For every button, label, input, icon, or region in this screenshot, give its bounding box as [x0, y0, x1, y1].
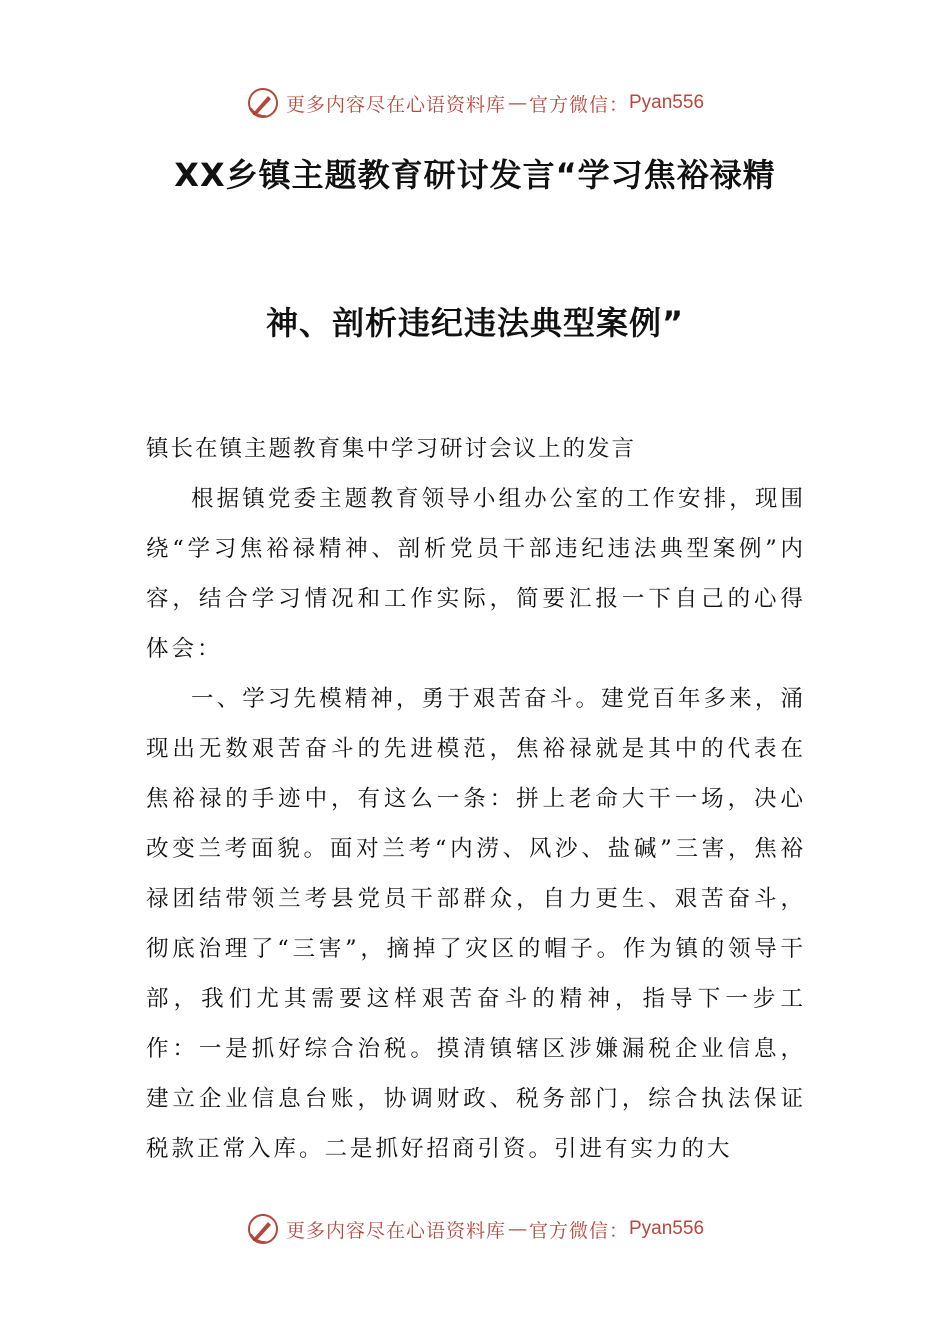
banner-contact-label: 官方微信：	[528, 93, 629, 116]
banner-wechat-id: Pyan556	[629, 92, 705, 113]
banner-text: 更多内容尽在心语资料库	[285, 1219, 506, 1242]
document-title-line-1: XX乡镇主题教育研讨发言“学习焦裕禄精	[174, 156, 776, 194]
header-watermark-banner	[0, 83, 950, 123]
pen-logo-icon	[246, 1212, 280, 1246]
banner-separator: —	[507, 1218, 527, 1240]
banner-contact-label: 官方微信：	[528, 1219, 629, 1242]
footer-watermark-banner	[0, 1209, 950, 1249]
banner-wechat-id: Pyan556	[629, 1218, 705, 1239]
banner-text: 更多内容尽在心语资料库	[285, 93, 506, 116]
paragraph-2	[146, 674, 806, 1174]
document-title-line-2: 神、剖析违纪违法典型案例”	[265, 304, 685, 342]
paragraph-2-text: 一、学习先模精神，勇于艰苦奋斗。建党百年多来，涌现出无数艰苦奋斗的先进模范，焦裕禄就是其中的代表在焦裕禄的手迹中，有这么一条：拼上老命大干一场，决心改变兰考面貌。面对兰考“内涝、风沙、盐碱”三害，焦裕禄团结带领兰考县党员干部群众，自力更生、艰苦奋斗，彻底治理了“三害”，摘掉了灾区的帽子。作为镇的领导干部，我们尤其需要这样艰苦奋斗的精神，指导下一步工作：一是抓好综合治税。摸清镇辖区涉嫌漏税企业信息，建立企业信息台账，协调财政、税务部门，综合执法保证税款正常入库。二是抓好招商引资。引进有实力的大	[146, 686, 806, 1162]
banner-separator: —	[507, 92, 527, 114]
pen-logo-icon	[246, 86, 280, 120]
paragraph-1-text: 根据镇党委主题教育领导小组办公室的工作安排，现围绕“学习焦裕禄精神、剖析党员干部违纪违法典型案例”内容，结合学习情况和工作实际，简要汇报一下自己的心得体会：	[146, 486, 806, 662]
document-subtitle: 镇长在镇主题教育集中学习研讨会议上的发言	[146, 436, 637, 462]
paragraph-1	[146, 474, 806, 674]
